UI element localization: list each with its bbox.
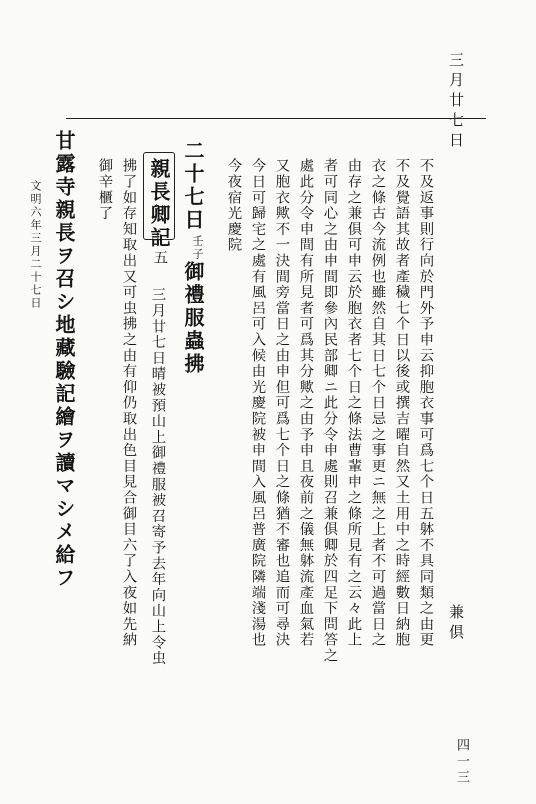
- entry1-line: 今日可歸宅之處有風呂可入候由光慶院被申間入風呂普廣院隣端淺湯也: [249, 158, 266, 648]
- entry3-heading: 甘露寺親長ヲ召シ地藏驗記繪ヲ讀マシメ給フ: [52, 130, 76, 590]
- entry2-event: 御禮服蟲拂: [181, 261, 205, 376]
- entry1-line: 不及覺語其故者產穢七个日以後或撰吉曜自然又土用中之時經數日納胞: [393, 158, 410, 648]
- page-number: 四一三: [454, 738, 469, 786]
- entry1-line: 不及返事則行向於門外予申云抑胞衣事可爲七个日五躰不具同類之由更: [417, 158, 434, 648]
- header-author: 兼俱: [447, 604, 465, 644]
- entry2-cyclical: 壬子: [191, 235, 204, 261]
- header-rule: [66, 118, 486, 119]
- entry1-line: 者可同心之由申間即參內民部卿ニ此分令申處則召兼俱卿於四足下問答之: [321, 158, 338, 664]
- entry1-line: 衣之條古今流例也雖然自其日七个日忌之事更ニ無之上者不可過當日之: [369, 158, 386, 648]
- entry1-line: 由存之兼俱可申云於胞衣者七个日之條法曹輩申之條所見有之云々此上: [345, 158, 362, 648]
- entry2-line: 拂了如存知取出又可虫拂之由有仰仍取出色目見合御目六了入夜如先納: [120, 158, 137, 648]
- entry1-line: 今夜宿光慶院: [225, 158, 242, 253]
- entry2-source: 親長卿記: [147, 158, 171, 250]
- entry2-line: 三月廿七日晴被預山上御禮服被召寄予去年向山上令虫: [149, 287, 166, 667]
- entry1-line: 又胞衣歟不一決間旁當日之由申但可爲七个日之條猶不審也追而可尋決: [273, 158, 290, 648]
- entry3-date-ref: 文明六年三月二十七日: [29, 180, 42, 310]
- header-date: 三月廿七日: [447, 52, 465, 152]
- entry2-date-title: 二十七日: [181, 140, 205, 232]
- entry2-line: 御辛櫃了: [96, 158, 113, 222]
- entry1-line: 處此分令申間有所見者可爲其分歟之由予申且夜前之儀無躰流產血氣若: [297, 158, 314, 648]
- entry2-source-no: 五: [151, 250, 168, 266]
